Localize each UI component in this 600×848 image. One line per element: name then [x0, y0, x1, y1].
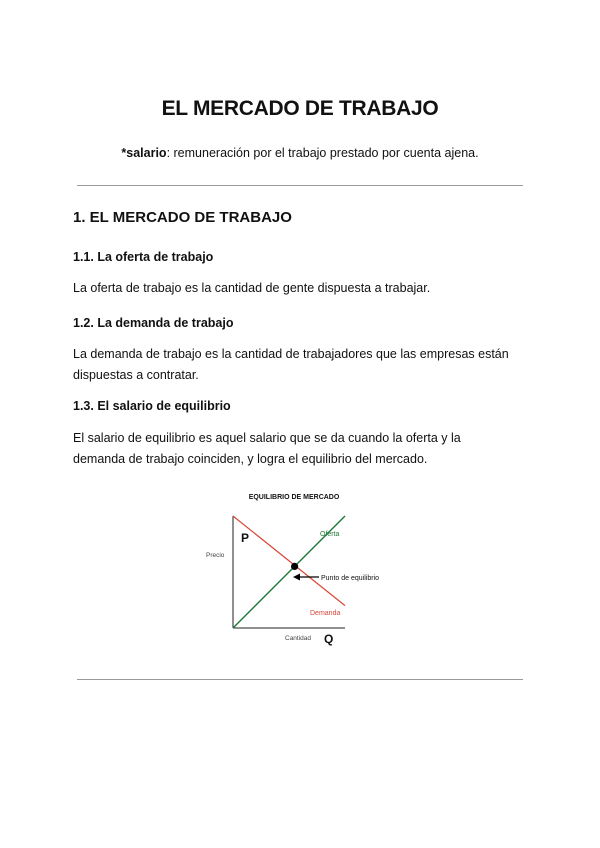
chart-title: EQUILIBRIO DE MERCADO — [248, 494, 340, 501]
definition-term: *salario — [121, 146, 167, 160]
x-axis-symbol: Q — [324, 632, 334, 646]
series-label-oferta: Oferta — [320, 531, 340, 538]
annotation-arrowhead — [293, 574, 300, 581]
paragraph-demanda — [73, 344, 533, 386]
annotation-label: Punto de equilibrio — [321, 575, 379, 582]
y-axis-label: Precio — [206, 552, 225, 559]
paragraph-line: La oferta de trabajo es la cantidad de gente dispuesta a trabajar. — [73, 281, 431, 295]
series-line-demanda — [233, 516, 345, 606]
paragraph-line: La demanda de trabajo es la cantidad de trabajadores que las empresas están — [73, 347, 509, 361]
paragraph-oferta — [73, 278, 533, 299]
paragraph-equilibrio — [73, 428, 533, 470]
paragraph-line: dispuestas a contratar. — [73, 368, 199, 382]
x-axis-label: Cantidad — [285, 635, 312, 642]
top-divider — [77, 185, 523, 186]
equilibrium-point — [291, 563, 298, 570]
subsection-heading-demanda: 1.2. La demanda de trabajo — [73, 316, 234, 330]
paragraph-line: El salario de equilibrio es aquel salario que se da cuando la oferta y la — [73, 431, 461, 445]
definition-text: : remuneración por el trabajo prestado por cuenta ajena. — [166, 146, 479, 160]
paragraph-line: demanda de trabajo coinciden, y logra el equilibrio del mercado. — [73, 452, 428, 466]
bottom-divider — [77, 679, 523, 680]
subsection-heading-equilibrio: 1.3. El salario de equilibrio — [73, 399, 231, 413]
equilibrium-chart-svg — [200, 488, 400, 648]
y-axis-symbol: P — [241, 531, 250, 545]
salario-definition — [0, 146, 600, 160]
section-heading: 1. EL MERCADO DE TRABAJO — [73, 209, 292, 226]
page-title: EL MERCADO DE TRABAJO — [161, 97, 439, 120]
series-label-demanda: Demanda — [310, 610, 341, 617]
subsection-heading-oferta: 1.1. La oferta de trabajo — [73, 250, 214, 264]
equilibrium-chart — [200, 488, 400, 648]
